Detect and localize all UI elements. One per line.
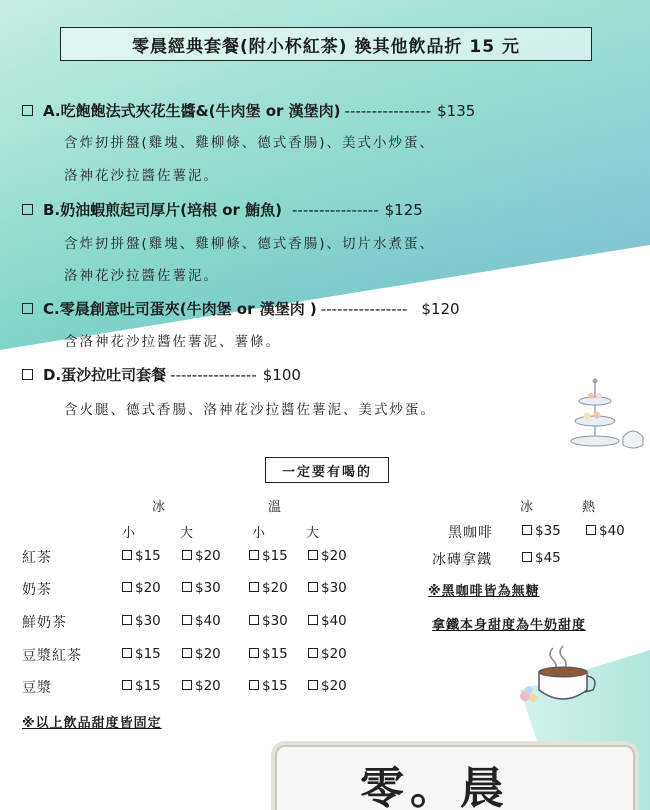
header-warm-small: 小: [252, 526, 267, 541]
item-a-desc-line1: 含炸扨拼盤(雞塊、雞柳條、德式香腸)、美式小炒蛋、: [64, 135, 436, 151]
price-option[interactable]: $35: [522, 523, 561, 539]
menu-item-d[interactable]: [22, 364, 301, 385]
note-black-coffee: ※黑咖啡皆為無糖: [428, 584, 540, 599]
checkbox[interactable]: [22, 303, 33, 314]
item-c-desc-line1: 含洛神花沙拉醬佐薯泥、薯條。: [64, 334, 281, 350]
header-ice: 冰: [152, 500, 167, 515]
price-option[interactable]: $15: [122, 548, 161, 564]
price-option[interactable]: $30: [182, 580, 221, 596]
drink-fresh-milk-tea: 鮮奶茶: [22, 615, 67, 631]
price-option[interactable]: $40: [182, 613, 221, 629]
drink-black-coffee: 黑咖啡: [448, 525, 493, 541]
header-coffee-hot: 熱: [582, 500, 597, 515]
drink-soy-milk: 豆漿: [22, 680, 52, 696]
price-option[interactable]: $15: [249, 678, 288, 694]
item-name: B.奶油蝦煎起司厚片(培根 or 鮪魚): [43, 201, 282, 219]
menu-item-b[interactable]: [22, 199, 423, 220]
header-warm: 溫: [268, 500, 283, 515]
price-option[interactable]: $30: [249, 613, 288, 629]
checkbox[interactable]: [22, 369, 33, 380]
set-meal-title: 零晨經典套餐(附小杯紅茶) 換其他飲品折 15 元: [60, 27, 592, 61]
item-name: D.蛋沙拉吐司套餐: [43, 366, 167, 384]
item-a-desc-line2: 洛神花沙拉醬佐薯泥。: [64, 168, 219, 184]
dash-leader: ----------------: [292, 201, 379, 219]
dash-leader: ----------------: [170, 366, 257, 384]
menu-item-c[interactable]: [22, 298, 460, 319]
price-option[interactable]: $15: [122, 646, 161, 662]
header-ice-large: 大: [180, 526, 195, 541]
price-option[interactable]: $15: [249, 646, 288, 662]
header-warm-large: 大: [306, 526, 321, 541]
shop-sign-text: 零。晨: [360, 763, 510, 810]
price-option[interactable]: $20: [249, 580, 288, 596]
header-coffee-ice: 冰: [520, 500, 535, 515]
price-option[interactable]: $20: [308, 548, 347, 564]
price-option[interactable]: $15: [122, 678, 161, 694]
price-option[interactable]: $20: [308, 678, 347, 694]
checkbox[interactable]: [22, 105, 33, 116]
item-name: C.零晨創意吐司蛋夾(牛肉堡 or 漢堡肉 ): [43, 300, 317, 318]
price-option[interactable]: $20: [308, 646, 347, 662]
item-d-desc-line1: 含火腿、德式香腸、洛神花沙拉醬佐薯泥、美式炒蛋。: [64, 402, 436, 418]
price-option[interactable]: $30: [308, 580, 347, 596]
price-option[interactable]: $40: [308, 613, 347, 629]
price-option[interactable]: $20: [182, 678, 221, 694]
price-option[interactable]: $20: [182, 646, 221, 662]
dash-leader: ----------------: [320, 300, 408, 318]
drink-soy-black-tea: 豆漿紅茶: [22, 648, 82, 664]
item-b-desc-line2: 洛神花沙拉醬佐薯泥。: [64, 268, 219, 284]
price-option[interactable]: $15: [249, 548, 288, 564]
item-price: $135: [437, 102, 476, 120]
item-price: $100: [262, 366, 301, 384]
price-option[interactable]: $45: [522, 550, 561, 566]
drink-milk-tea: 奶茶: [22, 582, 52, 598]
item-name: A.吃飽飽法式夾花生醬&(牛肉堡 or 漢堡肉): [43, 102, 341, 120]
price-option[interactable]: $20: [122, 580, 161, 596]
drink-ice-brick-latte: 冰磚拿鐵: [432, 552, 492, 568]
drinks-section-title: 一定要有喝的: [265, 457, 389, 483]
menu-item-a[interactable]: [22, 100, 475, 121]
item-price: $125: [384, 201, 423, 219]
note-latte: 拿鐵本身甜度為牛奶甜度: [432, 618, 587, 633]
drink-black-tea: 紅茶: [22, 550, 52, 566]
item-price: $120: [421, 300, 460, 318]
price-option[interactable]: $20: [182, 548, 221, 564]
checkbox[interactable]: [22, 204, 33, 215]
header-ice-small: 小: [122, 526, 137, 541]
note-fixed-sweetness: ※以上飲品甜度皆固定: [22, 716, 162, 731]
price-option[interactable]: $40: [586, 523, 625, 539]
price-option[interactable]: $30: [122, 613, 161, 629]
dash-leader: ----------------: [344, 102, 432, 120]
item-b-desc-line1: 含炸扨拼盤(雞塊、雞柳條、德式香腸)、切片水煮蛋、: [64, 236, 436, 252]
